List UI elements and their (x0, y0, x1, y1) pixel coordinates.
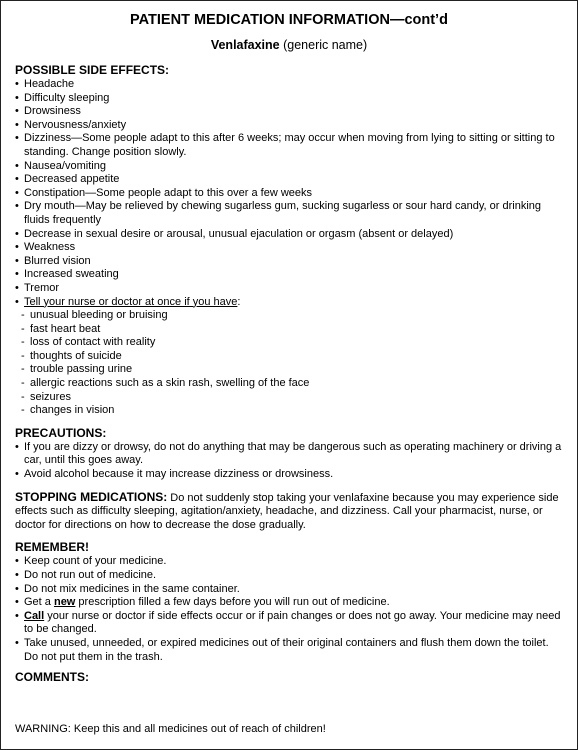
list-item: • Do not run out of medicine. (15, 569, 563, 583)
list-item: • Decrease in sexual desire or arousal, unusual ejaculation or orgasm (absent or delayed) (15, 228, 563, 242)
list-item: • Call your nurse or doctor if side effects occur or if pain changes or does not go away. Your medicine may need to be changed. (15, 610, 563, 637)
tell-doctor-list (15, 309, 563, 418)
side-effects-heading: POSSIBLE SIDE EFFECTS: (15, 63, 170, 77)
call-emphasis: Call (24, 609, 45, 622)
list-item: • If you are dizzy or drowsy, do not do anything that may be dangerous such as operating machinery or driving a car, until this goes away. (15, 441, 563, 468)
remember-heading: REMEMBER! (15, 540, 89, 555)
list-item: - allergic reactions such as a skin rash, swelling of the face (21, 377, 563, 391)
list-item: • Do not mix medicines in the same container. (15, 583, 563, 597)
list-item: • Dry mouth—May be relieved by chewing sugarless gum, sucking sugarless or sour hard candy, or drinking fluids frequently (15, 200, 563, 227)
list-item: • Increased sweating (15, 268, 563, 282)
comments-heading: COMMENTS: (15, 670, 89, 685)
list-item: • Avoid alcohol because it may increase dizziness or drowsiness. (15, 468, 563, 482)
list-item: • Decreased appetite (15, 173, 563, 187)
warning-footer: WARNING: Keep this and all medicines out of reach of children! (15, 723, 326, 736)
side-effects-list (15, 78, 563, 309)
list-item: - thoughts of suicide (21, 350, 563, 364)
tell-doctor-item: • Tell your nurse or doctor at once if you have: (15, 296, 563, 310)
new-emphasis: new (53, 596, 76, 609)
list-item: - loss of contact with reality (21, 336, 563, 350)
list-item: • Keep count of your medicine. (15, 555, 563, 569)
list-item: • Nervousness/anxiety (15, 119, 563, 133)
stopping-medications-text: Do not suddenly stop taking your venlafaxine because you may experience side effects such as difficulty sleeping, agitation/anxiety, headache, and dizziness. Call your pharmacist, nurse, or doctor for directions on how to decrease the dose gradually. (15, 491, 559, 531)
drug-name: Venlafaxine (210, 38, 280, 52)
precautions-list (15, 441, 563, 482)
precautions-heading: PRECAUTIONS: (15, 425, 107, 440)
list-item: • Drowsiness (15, 105, 563, 119)
tell-doctor-label: Tell your nurse or doctor at once if you have (24, 295, 238, 308)
list-item: • Difficulty sleeping (15, 92, 563, 106)
list-item: - changes in vision (21, 404, 563, 418)
list-item: • Nausea/vomiting (15, 160, 563, 174)
list-item: - seizures (21, 391, 563, 405)
remember-list (15, 555, 563, 664)
stopping-medications-label: STOPPING MEDICATIONS: (15, 489, 168, 504)
drug-name-line (15, 37, 563, 53)
page-title: PATIENT MEDICATION INFORMATION—cont’d (130, 12, 448, 28)
list-item: - fast heart beat (21, 323, 563, 337)
stopping-medications-paragraph (15, 490, 563, 533)
list-item: • Tremor (15, 282, 563, 296)
list-item: • Get a new prescription filled a few days before you will run out of medicine. (15, 596, 563, 610)
list-item: - unusual bleeding or bruising (21, 309, 563, 323)
list-item: • Blurred vision (15, 255, 563, 269)
generic-name-label: (generic name) (279, 38, 368, 52)
list-item: • Take unused, unneeded, or expired medicines out of their original containers and flush them down the toilet. Do not put them in the trash. (15, 637, 563, 664)
list-item: - trouble passing urine (21, 363, 563, 377)
list-item: • Dizziness—Some people adapt to this after 6 weeks; may occur when moving from lying to sitting or sitting to standing. Change position slowly. (15, 132, 563, 159)
list-item: • Constipation—Some people adapt to this over a few weeks (15, 187, 563, 201)
list-item: • Weakness (15, 241, 563, 255)
list-item: • Headache (15, 78, 563, 92)
